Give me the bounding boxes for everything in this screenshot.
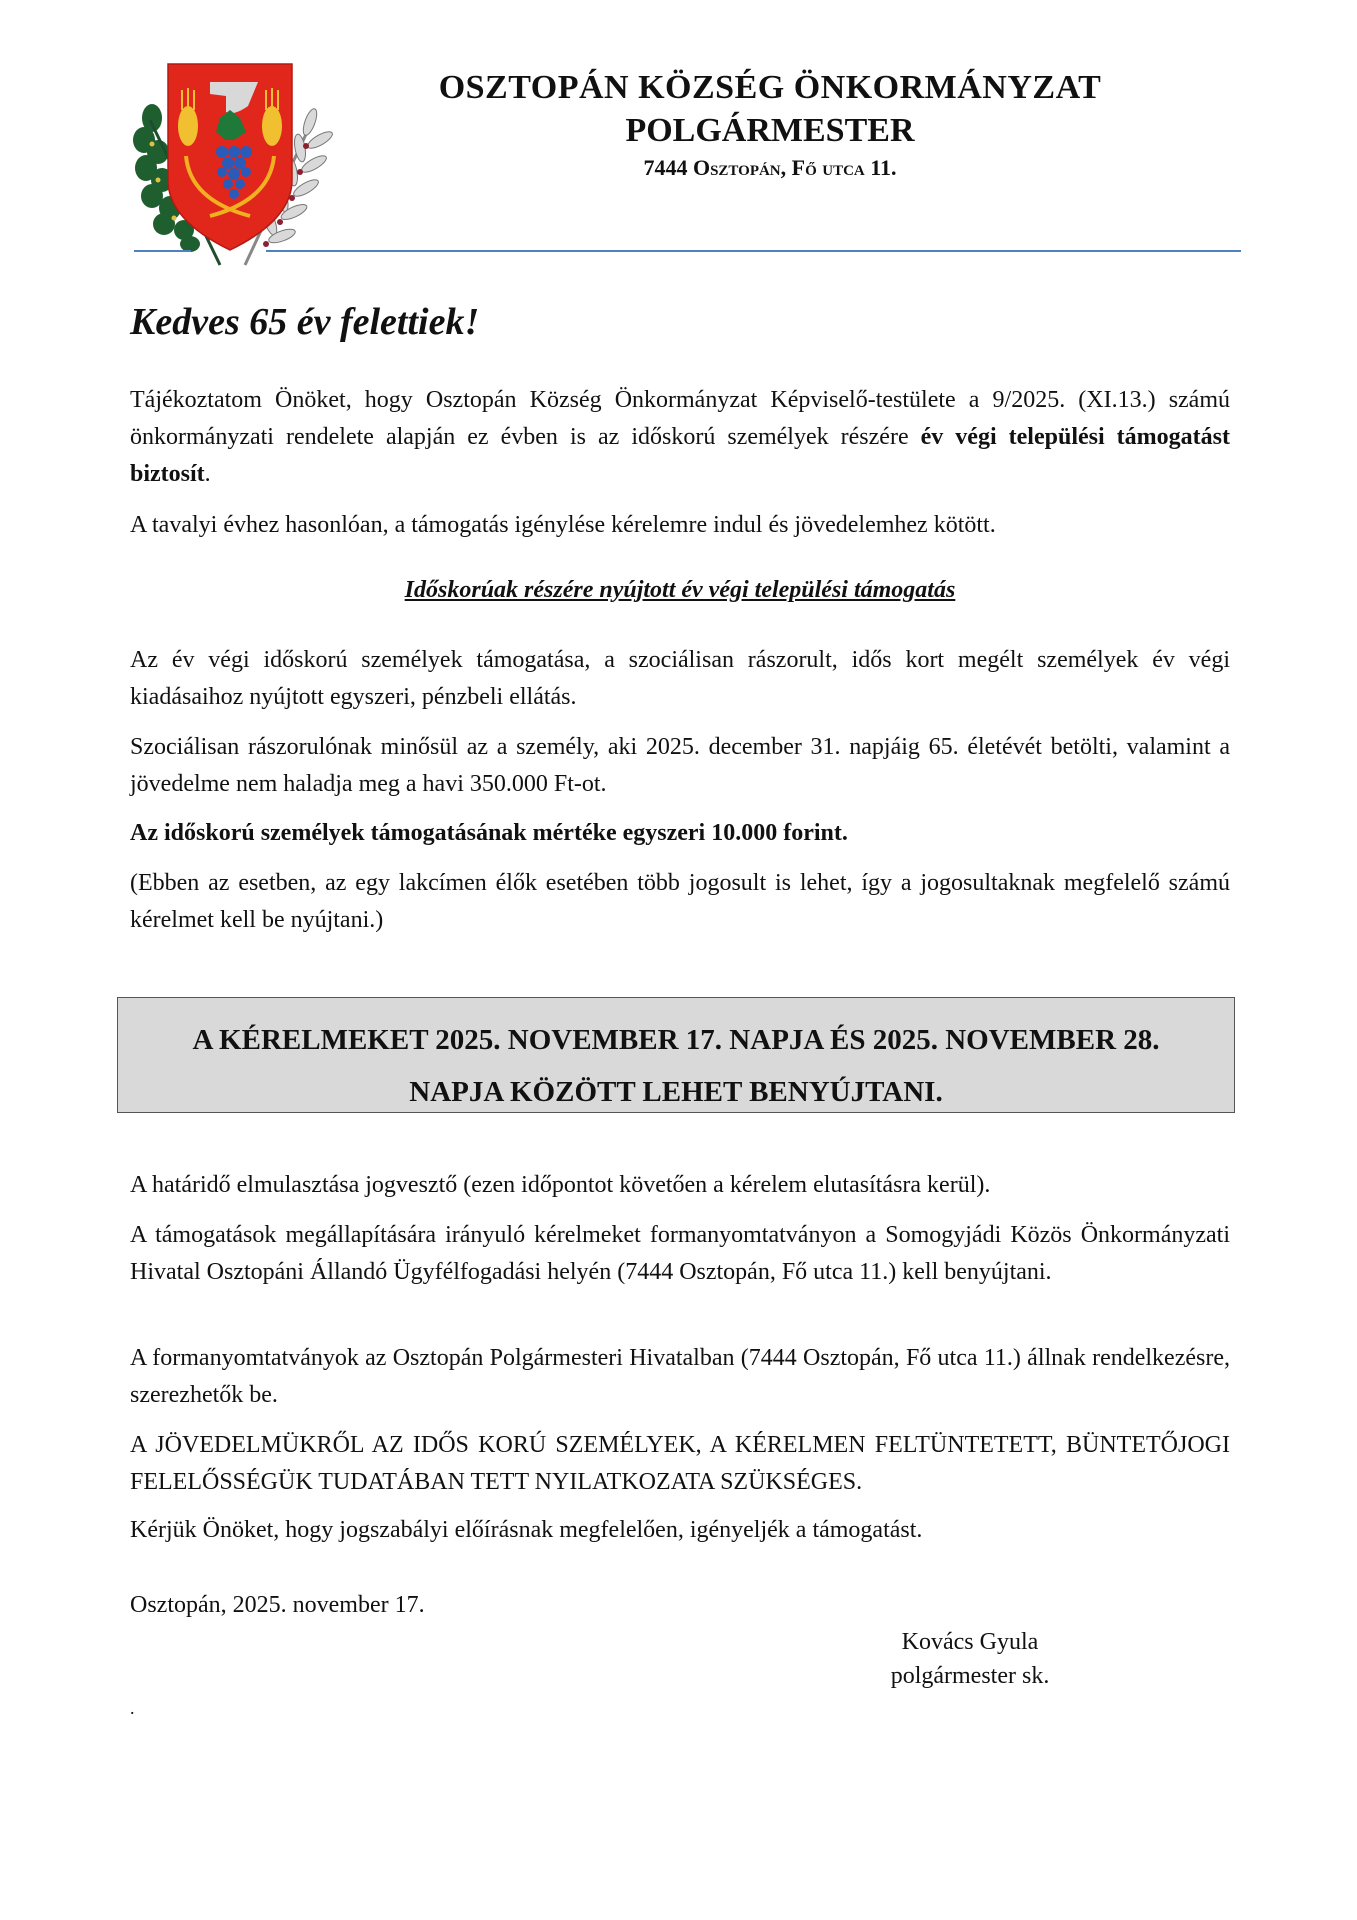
- organization-address: 7444 Osztopán, Fő utca 11.: [643, 155, 897, 180]
- request-section: [130, 1512, 1230, 1549]
- submission-paragraph: A támogatások megállapítására irányuló kérelmeket formanyomtatványon a Somogyjádi Közös Önkormányzati Hivatal Osztopáni Állandó Ügyfélfogadási helyén (7444 Osztopán, Fő utca 11.) kell benyújtani.: [130, 1222, 1230, 1285]
- forfeit-paragraph: A határidő elmulasztása jogvesztő (ezen időpontot követően a kérelem elutasításra kerül).: [130, 1172, 991, 1198]
- section-subheading: Időskorúak részére nyújtott év végi települési támogatás: [404, 577, 956, 603]
- last-year-paragraph: A tavalyi évhez hasonlóan, a támogatás igénylése kérelemre indul és jövedelemhez kötött.: [130, 512, 996, 538]
- declaration-paragraph: A JÖVEDELMÜKRŐL AZ IDŐS KORÚ SZEMÉLYEK, A KÉRELMEN FELTÜNTETETT, BÜNTETŐJOGI FELELŐSSÉGÜK TUDATÁBAN TETT NYILATKOZATA SZÜKSÉGES.: [130, 1432, 1230, 1495]
- header-rule-left: [134, 250, 191, 252]
- eligibility-paragraph: Szociálisan rászorulónak minősül az a személy, aki 2025. december 31. napjáig 65. életévét betölti, valamint a jövedelme nem haladja meg a havi 350.000 Ft-ot.: [130, 734, 1230, 797]
- place-date: Osztopán, 2025. november 17.: [130, 1592, 425, 1618]
- definition-paragraph: Az év végi időskorú személyek támogatása, a szociálisan rászorult, idős kort megélt személyek év végi kiadásaihoz nyújtott egyszeri, pénzbeli ellátás.: [130, 647, 1230, 710]
- forfeit-section: [130, 1167, 1230, 1204]
- deadline-line-2: NAPJA KÖZÖTT LEHET BENYÚJTANI.: [409, 1076, 943, 1108]
- intro-paragraph: [130, 382, 1230, 493]
- deadline-line-1: A KÉRELMEKET 2025. NOVEMBER 17. NAPJA ÉS 2025. NOVEMBER 28.: [192, 1024, 1160, 1056]
- forms-section: [130, 1340, 1230, 1414]
- signatory-name: Kovács Gyula: [901, 1629, 1039, 1655]
- eligibility-section: [130, 729, 1230, 803]
- household-paragraph: (Ebben az esetben, az egy lakcímen élők esetében több jogosult is lehet, így a jogosultaknak megfelelő számú kérelmet kell be nyújtani.): [130, 870, 1230, 933]
- amount-paragraph: Az időskorú személyek támogatásának mértéke egyszeri 10.000 forint.: [130, 820, 848, 846]
- amount-section: [130, 815, 1230, 852]
- submission-section: [130, 1217, 1230, 1291]
- place-date-section: [130, 1587, 1230, 1624]
- intro-text-end: .: [204, 461, 211, 487]
- organization-name: OSZTOPÁN KÖZSÉG ÖNKORMÁNYZAT: [438, 69, 1102, 106]
- intro-section: [130, 382, 1230, 493]
- coat-of-arms-icon: [130, 60, 340, 270]
- forms-paragraph: A formanyomtatványok az Osztopán Polgármesteri Hivatalban (7444 Osztopán, Fő utca 11.) állnak rendelkezésre, szerezhetők be.: [130, 1345, 1230, 1408]
- intro-text: Tájékoztatom Önöket, hogy Osztopán Község Önkormányzat Képviselő-testülete a 9/2025. (XI.13.) számú önkormányzati rendelete alapján ez évben is az időskorú személyek részére: [130, 387, 1230, 450]
- deadline-notice-box: [117, 997, 1235, 1113]
- intro-bold-text: év végi települési támogatást biztosít: [130, 424, 1230, 487]
- trailing-mark: .: [130, 1698, 135, 1718]
- household-section: [130, 865, 1230, 939]
- signature-block: [820, 1625, 1120, 1693]
- declaration-section: [130, 1427, 1230, 1501]
- request-paragraph: Kérjük Önöket, hogy jogszabályi előírásnak megfelelően, igényeljék a támogatást.: [130, 1517, 923, 1543]
- greeting-heading: Kedves 65 év felettiek!: [130, 301, 480, 343]
- letterhead: [420, 66, 1120, 184]
- organization-title: POLGÁRMESTER: [625, 112, 915, 149]
- header-rule-right: [266, 250, 1241, 252]
- last-year-section: [130, 507, 1230, 544]
- signatory-role: polgármester sk.: [890, 1663, 1050, 1689]
- definition-section: [130, 642, 1230, 716]
